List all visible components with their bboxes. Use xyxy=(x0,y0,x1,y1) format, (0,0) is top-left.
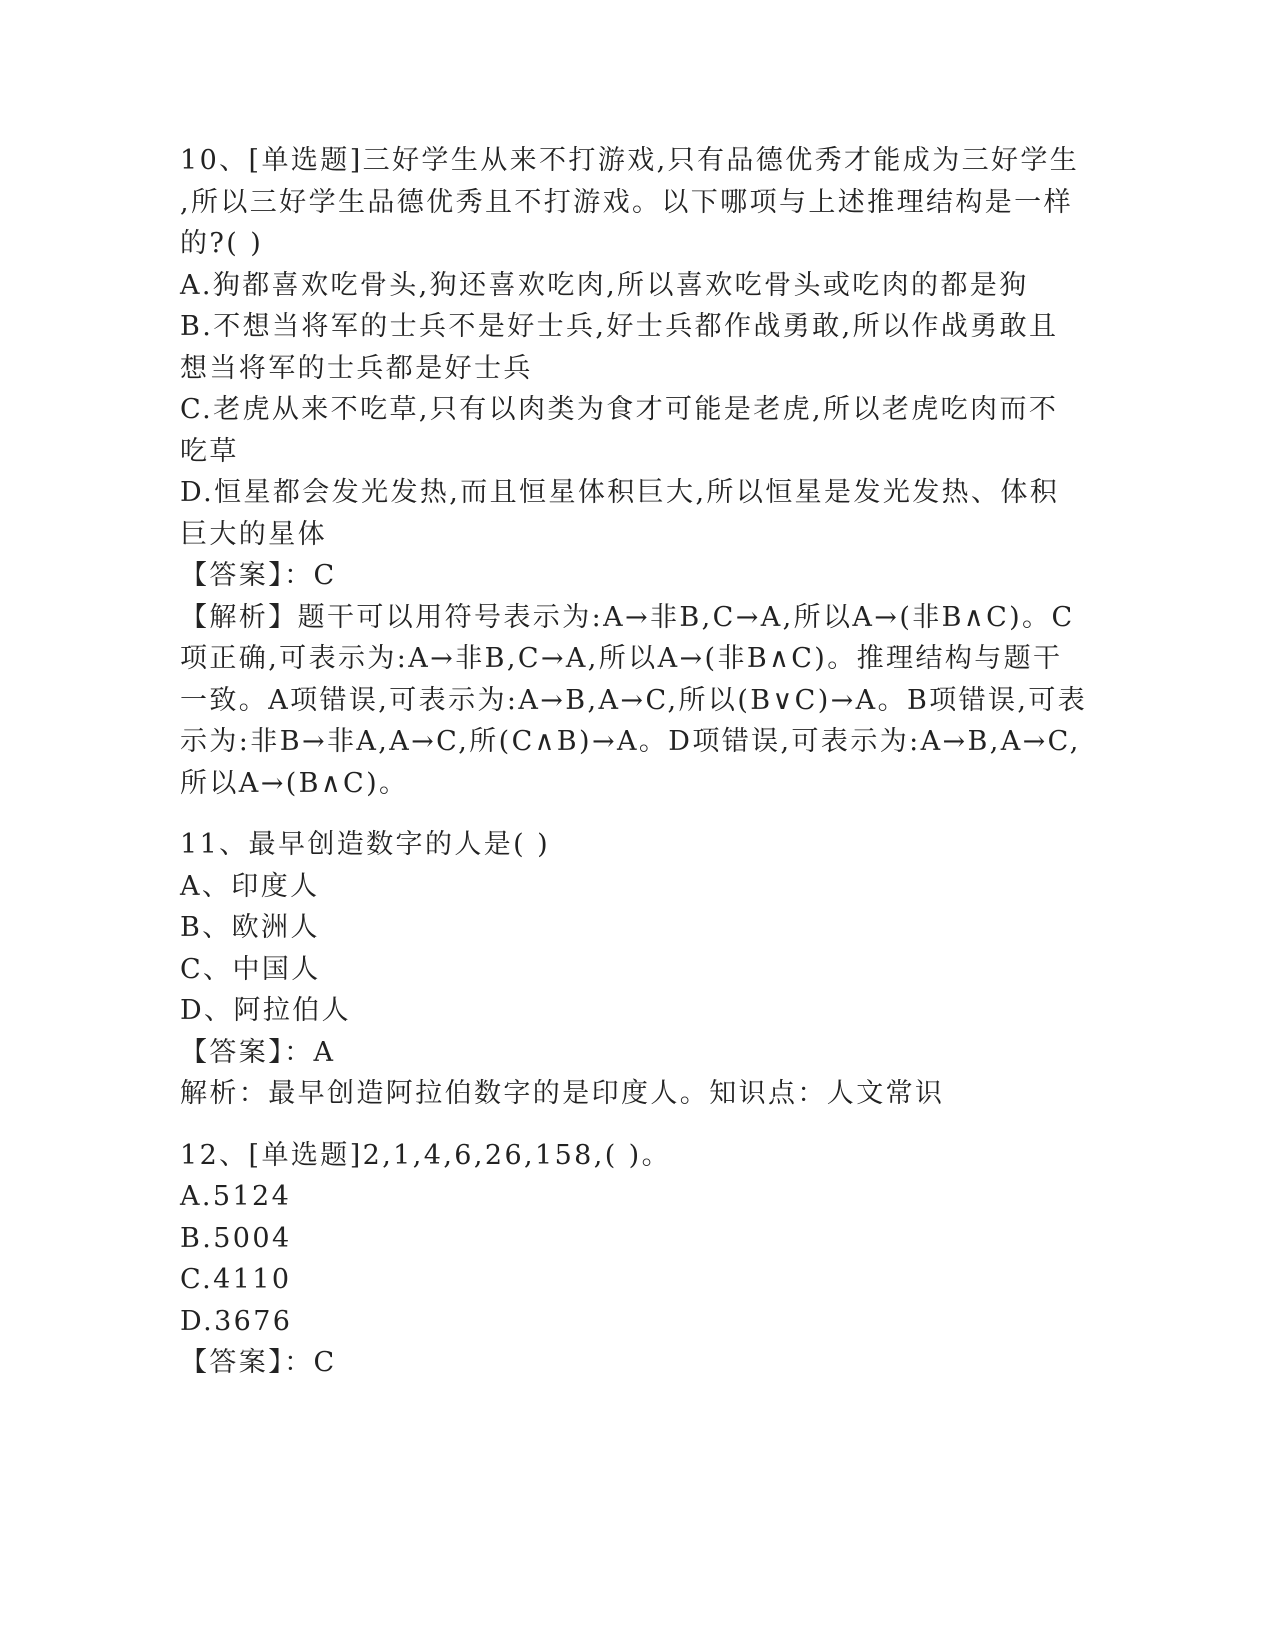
option-d: D、阿拉伯人 xyxy=(180,995,352,1026)
option-a: A、印度人 xyxy=(180,870,320,902)
question-stem-line: 11、最早创造数字的人是( ) xyxy=(180,829,551,860)
question-stem-line: ,所以三好学生品德优秀且不打游戏。以下哪项与上述推理结构是一样 xyxy=(180,186,1073,218)
question-spacer xyxy=(180,804,1080,824)
option-b: B.不想当将军的士兵不是好士兵,好士兵都作战勇敢,所以作战勇敢且 xyxy=(180,311,1059,342)
option-d: D.3676 xyxy=(180,1305,293,1337)
question-stem-line: 的?( ) xyxy=(180,228,264,259)
question-10 xyxy=(180,140,1088,804)
option-a: A.狗都喜欢吃骨头,狗还喜欢吃肉,所以喜欢吃骨头或吃肉的都是狗 xyxy=(180,269,1029,301)
answer-line: 【答案】：C xyxy=(180,1347,337,1378)
option-c: C.老虎从来不吃草,只有以肉类为食才可能是老虎,所以老虎吃肉而不 xyxy=(180,394,1059,425)
answer-line: 【答案】：A xyxy=(180,1036,336,1068)
option-b-continued: 想当将军的士兵都是好士兵 xyxy=(180,352,533,384)
question-stem-line: 12、[单选题]2,1,4,6,26,158,( )。 xyxy=(180,1139,671,1171)
analysis-line: 一致。A项错误,可表示为:A→B,A→C,所以(B∨C)→A。B项错误,可表 xyxy=(180,684,1088,716)
option-c-continued: 吃草 xyxy=(180,435,239,467)
option-c: C.4110 xyxy=(180,1264,292,1295)
option-b: B、欧洲人 xyxy=(180,912,320,943)
analysis-line: 解析：最早创造阿拉伯数字的是印度人。知识点：人文常识 xyxy=(180,1078,945,1109)
question-12 xyxy=(180,1135,1080,1384)
analysis-line: 项正确,可表示为:A→非B,C→A,所以A→(非B∧C)。推理结构与题干 xyxy=(180,643,1063,674)
question-spacer xyxy=(180,1115,1080,1135)
option-b: B.5004 xyxy=(180,1222,292,1254)
answer-line: 【答案】：C xyxy=(180,560,337,591)
option-a: A.5124 xyxy=(180,1181,292,1212)
question-stem-line: 10、[单选题]三好学生从来不打游戏,只有品德优秀才能成为三好学生 xyxy=(180,145,1080,176)
analysis-line: 【解析】题干可以用符号表示为:A→非B,C→A,所以A→(非B∧C)。C xyxy=(180,601,1075,633)
option-c: C、中国人 xyxy=(180,953,321,985)
question-11 xyxy=(180,824,1080,1115)
option-d: D.恒星都会发光发热,而且恒星体积巨大,所以恒星是发光发热、体积 xyxy=(180,477,1060,508)
analysis-line: 所以A→(B∧C)。 xyxy=(180,767,409,799)
exam-page xyxy=(180,140,1088,1384)
analysis-line: 示为:非B→非A,A→C,所(C∧B)→A。D项错误,可表示为:A→B,A→C, xyxy=(180,726,1081,757)
option-d-continued: 巨大的星体 xyxy=(180,518,327,550)
